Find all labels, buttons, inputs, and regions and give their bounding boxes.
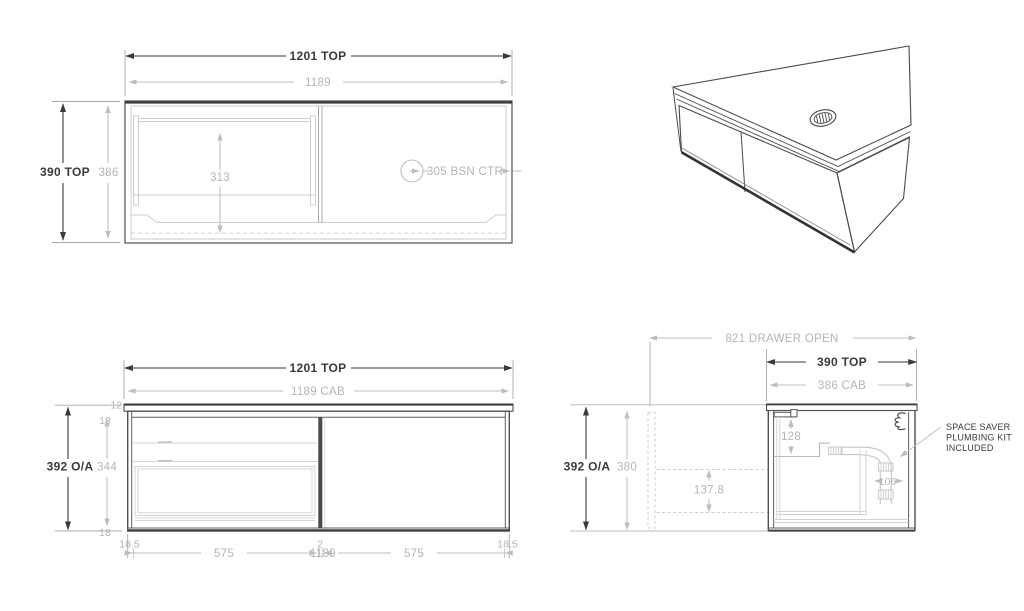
drain-hole xyxy=(809,107,838,128)
front-drawer-divider xyxy=(318,417,322,528)
side-section-view xyxy=(564,333,1013,531)
iso-benchtop-edge-lines xyxy=(675,94,911,172)
plumbing-note-line-3: INCLUDED xyxy=(946,443,994,453)
plumbing-note xyxy=(946,422,1012,453)
iso-front-face xyxy=(679,106,855,253)
side-dim-drawer-open: 821 DRAWER OPEN xyxy=(725,333,839,345)
side-dim-drawer-clearance: 137.8 xyxy=(693,484,725,497)
side-runner-clip xyxy=(791,410,797,417)
plan-dim-width-top: 1201 TOP xyxy=(289,49,347,63)
plan-dim-basin-centre: 305 BSN CTR xyxy=(426,166,504,178)
front-dim-centre-gap: 2 xyxy=(317,538,323,551)
side-dim-depth-top: 390 TOP xyxy=(817,355,867,369)
front-dim-drawer-height: 344 xyxy=(96,461,118,474)
front-dim-cab-width: 1189 xyxy=(310,548,336,560)
plan-view xyxy=(40,49,521,243)
front-dim-right-side: 18.5 xyxy=(497,538,518,551)
wall-bracket-symbol xyxy=(895,413,905,430)
front-dim-width-cab: 1189 CAB xyxy=(291,386,345,398)
front-dim-left-drawer: 575 xyxy=(213,548,235,560)
side-drawer-open-front-dashed xyxy=(648,413,655,529)
side-dim-depth-cab: 386 CAB xyxy=(817,380,867,392)
side-dim-trap-offset: 106 xyxy=(878,476,897,488)
plan-dim-width-cab: 1189 xyxy=(305,77,331,89)
front-bottom-dim-row xyxy=(119,539,518,561)
front-dim-width-top: 1201 TOP xyxy=(289,361,347,375)
front-dim-top-thickness: 12 xyxy=(110,399,122,412)
iso-benchtop-face xyxy=(673,46,911,160)
isometric-view xyxy=(673,46,911,252)
side-extension-lines xyxy=(650,342,917,406)
plumbing-note-leader xyxy=(901,427,942,457)
plan-dim-depth-cab: 386 xyxy=(98,167,119,179)
side-drawer-bottom-lines xyxy=(774,512,909,523)
front-elevation-view xyxy=(47,360,518,560)
side-dim-top-clearance: 128 xyxy=(780,431,802,443)
front-dim-right-drawer: 575 xyxy=(403,548,425,560)
front-dim-bottom-gap: 18 xyxy=(99,527,111,539)
side-dim-height-overall: 392 O/A xyxy=(563,459,611,474)
side-drawer-front-section-lines xyxy=(777,419,780,519)
side-subtop-step xyxy=(774,443,830,456)
front-dim-height-overall: 392 O/A xyxy=(46,459,94,474)
front-dim-top-gap: 18 xyxy=(99,415,111,427)
iso-bottom-reveal-line xyxy=(681,148,850,246)
plan-dim-depth-top: 390 TOP xyxy=(40,165,90,179)
plumbing-note-line-2: PLUMBING KIT xyxy=(946,432,1012,443)
side-drawer-back-lines xyxy=(860,450,866,515)
side-dim-cab-height: 380 xyxy=(616,461,638,474)
plan-dim-drawer-depth: 313 xyxy=(209,172,231,184)
plumbing-note-line-1: SPACE SAVER xyxy=(946,422,1011,432)
front-dim-left-side: 18.5 xyxy=(119,538,140,551)
